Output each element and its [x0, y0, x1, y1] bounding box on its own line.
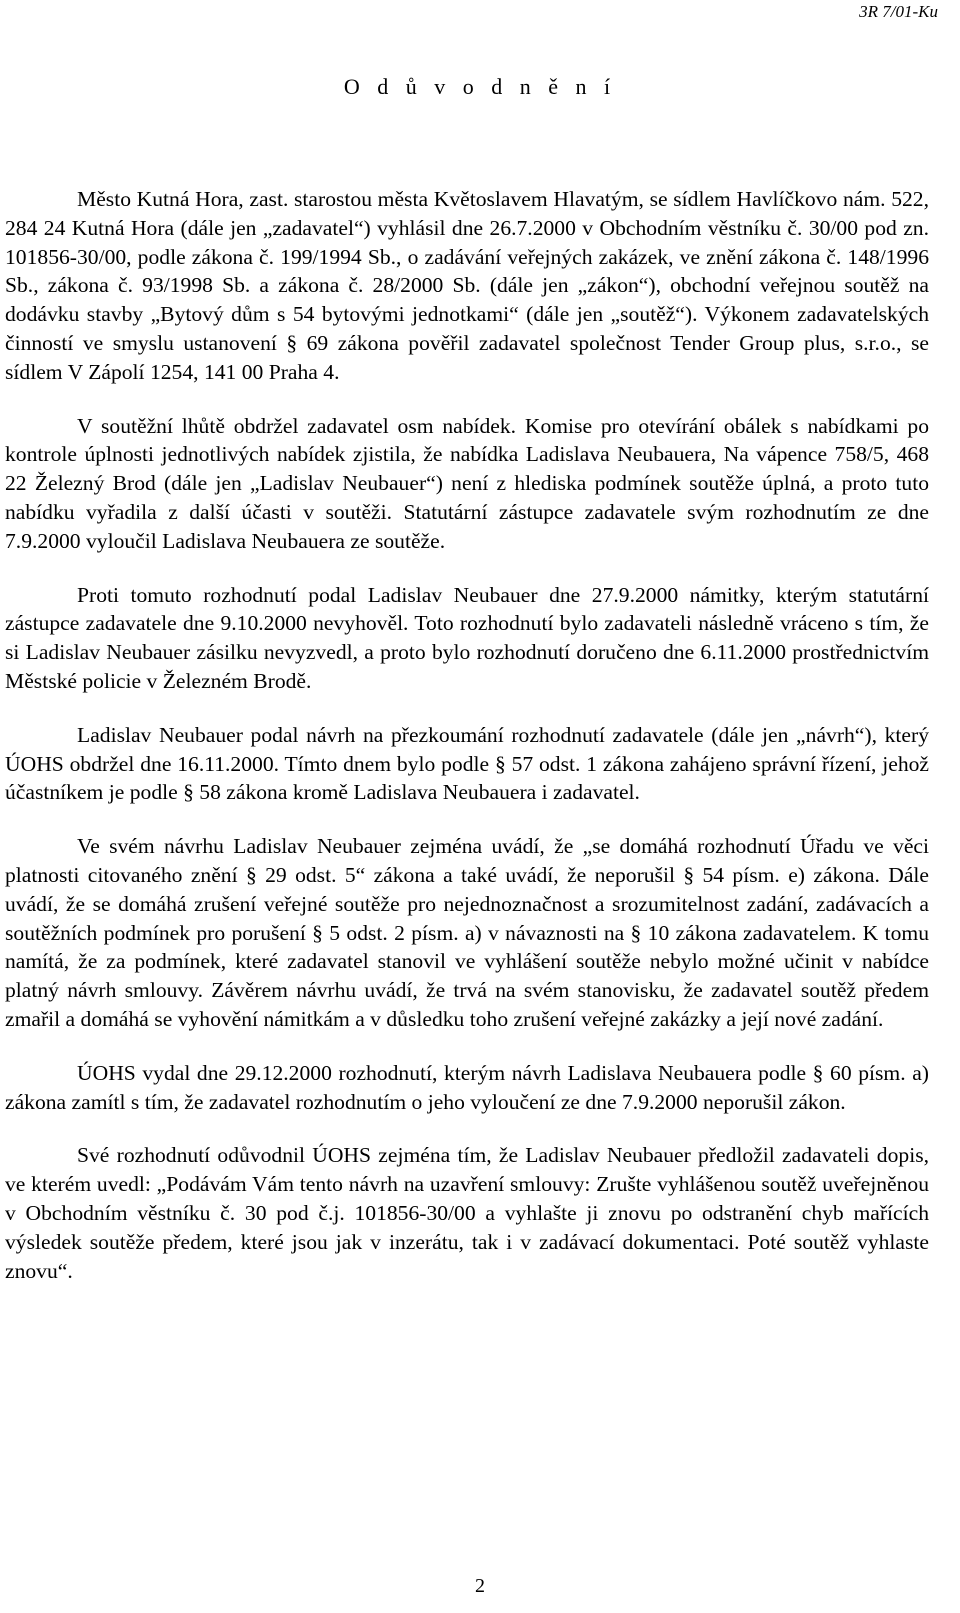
page-number: 2 [475, 1575, 485, 1597]
paragraph: Město Kutná Hora, zast. starostou města Květoslavem Hlavatým, se sídlem Havlíčkovo nám. 522, 284 24 Kutná Hora (dále jen „zadavatel“) vyhlásil dne 26.7.2000 v Obchodním věstníku č. 30/00 pod zn. 101856-30/00, podle zákona č. 199/1994 Sb., o zadávání veřejných zakázek, ve znění zákona č. 148/1996 Sb., zákona č. 93/1998 Sb. a zákona č. 28/2000 Sb. (dále jen „zákon“), obchodní veřejnou soutěž na dodávku stavby „Bytový dům s 54 bytovými jednotkami“ (dále jen „soutěž“). Výkonem zadavatelských činností ve smyslu ustanovení § 69 zákona pověřil zadavatel společnost Tender Group plus, s.r.o., se sídlem V Zápolí 1254, 141 00 Praha 4. [5, 187, 929, 384]
paragraph: ÚOHS vydal dne 29.12.2000 rozhodnutí, kterým návrh Ladislava Neubauera podle § 60 písm. a) zákona zamítl s tím, že zadavatel rozhodnutím o jeho vyloučení ze dne 7.9.2000 neporušil zákon. [5, 1060, 929, 1114]
paragraph: Proti tomuto rozhodnutí podal Ladislav Neubauer dne 27.9.2000 námitky, kterým statutární zástupce zadavatele dne 9.10.2000 nevyhověl. Toto rozhodnutí bylo zadavateli následně vráceno s tím, že si Ladislav Neubauer zásilku nevyzvedl, a proto bylo rozhodnutí doručeno dne 6.11.2000 prostřednictvím Městské policie v Železném Brodě. [5, 582, 929, 693]
paragraph: Ve svém návrhu Ladislav Neubauer zejména uvádí, že „se domáhá rozhodnutí Úřadu ve věci platnosti citovaného znění § 29 odst. 5“ zákona a také uvádí, že neporušil § 54 písm. e) zákona. Dále uvádí, že se domáhá zrušení veřejné soutěže pro nejednoznačnost a srozumitelnost zadání, zadávacích a soutěžních podmínek pro porušení § 5 odst. 2 písm. a) v návaznosti na § 10 zákona zadavatelem. K tomu namítá, že za podmínek, které zadavatel stanovil ve vyhlášení soutěže nebylo možné učinit v nabídce platný návrh smlouvy. Závěrem návrhu uvádí, že trvá na svém stanovisku, že zadavatel soutěž předem zmařil a domáhá se vyhovění námitkám a v důsledku toho zrušení veřejné zakázky a její nové zadání. [5, 834, 929, 1031]
paragraph: V soutěžní lhůtě obdržel zadavatel osm nabídek. Komise pro otevírání obálek s nabídkami po kontrole úplnosti jednotlivých nabídek zjistila, že nabídka Ladislava Neubauera, Na vápence 758/5, 468 22 Železný Brod (dále jen „Ladislav Neubauer“) není z hlediska podmínek soutěže úplná, a proto tuto nabídku vyřadila z další účasti v soutěži. Statutární zástupce zadavatele svým rozhodnutím ze dne 7.9.2000 vyloučil Ladislava Neubauera ze soutěže. [5, 413, 929, 553]
document-reference: 3R 7/01-Ku [859, 2, 938, 21]
document-body [5, 185, 929, 1310]
paragraph: Ladislav Neubauer podal návrh na přezkoumání rozhodnutí zadavatele (dále jen „návrh“), který ÚOHS obdržel dne 16.11.2000. Tímto dnem bylo podle § 57 odst. 1 zákona zahájeno správní řízení, jehož účastníkem je podle § 58 zákona kromě Ladislava Neubauera i zadavatel. [5, 722, 929, 805]
paragraph: Své rozhodnutí odůvodnil ÚOHS zejména tím, že Ladislav Neubauer předložil zadavateli dopis, ve kterém uvedl: „Podávám Vám tento návrh na uzavření smlouvy: Zrušte vyhlášenou soutěž uveřejněnou v Obchodním věstníku č. 30 pod č.j. 101856-30/00 a vyhlašte ji znovu po odstranění chyb mařících výsledek soutěže předem, které jsou jak v inzerátu, tak i v zadávací dokumentaci. Poté soutěž vyhlaste znovu“. [5, 1143, 929, 1283]
page-title: O d ů v o d n ě n í [343, 74, 617, 99]
